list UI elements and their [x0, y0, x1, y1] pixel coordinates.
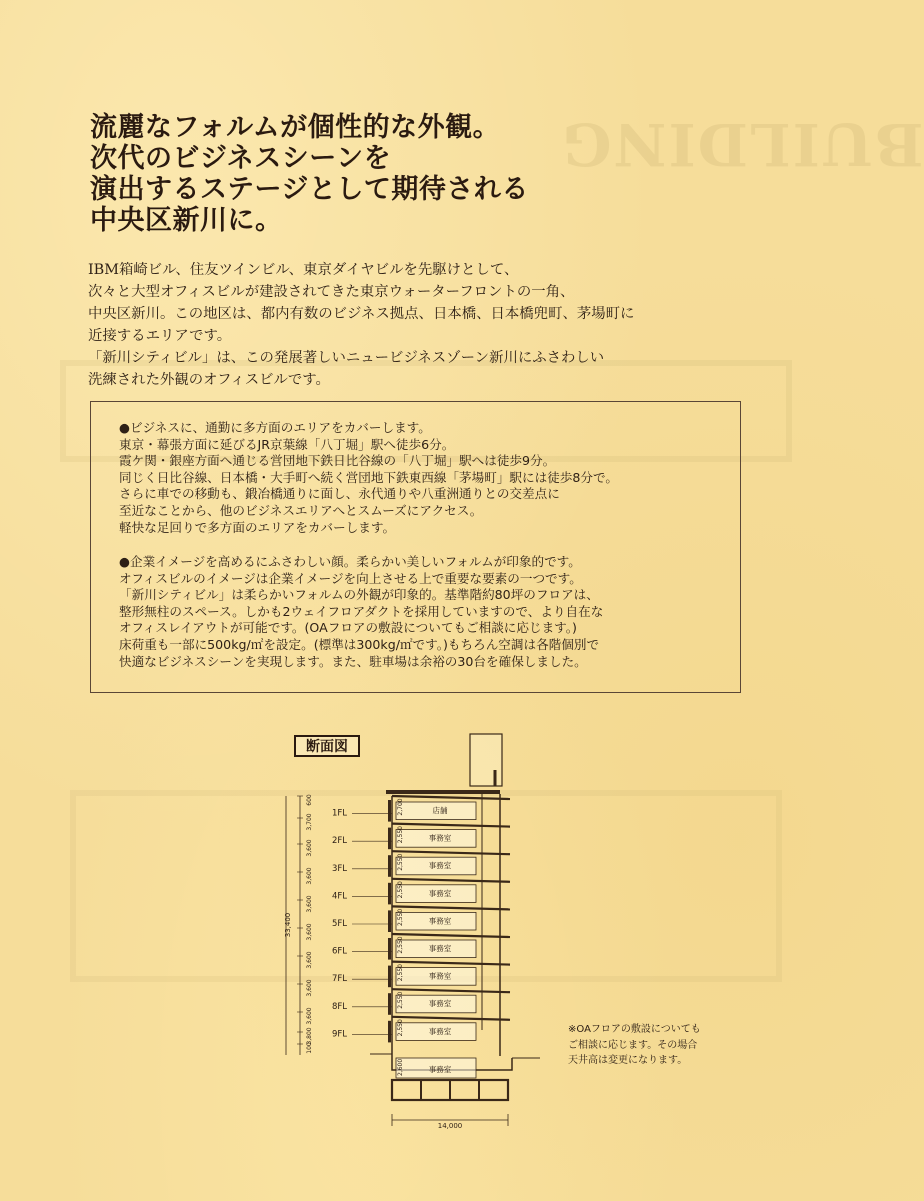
dimension-value: 3,800 — [306, 1027, 313, 1045]
room-label: 事務室 — [428, 861, 452, 871]
intro-line: IBM箱崎ビル、住友ツインビル、東京ダイヤビルを先駆けとして、 — [88, 262, 519, 278]
feature-line: 快適なビジネスシーンを実現します。また、駐車場は余裕の30台を確保しました。 — [119, 653, 587, 669]
dimension-value: 3,600 — [306, 839, 313, 857]
ceiling-height: 2,550 — [397, 853, 404, 871]
dimension-value: 3,600 — [306, 979, 313, 997]
feature-line: 床荷重も一部に500kg/㎡を設定。(標準は300kg/㎡です。)もちろん空調は各階個別で — [119, 636, 600, 652]
floor-label: 7FL — [331, 974, 347, 985]
floor-slab — [392, 796, 510, 799]
intro-line: 中央区新川。この地区は、都内有数のビジネス拠点、日本橋、日本橋兜町、茅場町に — [88, 306, 635, 322]
intro-line: 近接するエリアです。 — [88, 328, 232, 344]
ceiling-height: 2,550 — [397, 991, 404, 1009]
floor-slab — [392, 879, 510, 882]
ceiling-height: 2,600 — [397, 1058, 404, 1076]
total-height-dimension: 33,400 — [284, 912, 292, 938]
floor-label: 3FL — [331, 863, 347, 874]
room-label: 事務室 — [428, 1026, 452, 1036]
facade-fin — [388, 910, 391, 932]
ceiling-height: 2,550 — [397, 964, 404, 982]
floor-slab — [392, 989, 510, 992]
dimension-value: 100 — [306, 1042, 313, 1054]
section-diagram-label: 断面図 — [294, 735, 360, 757]
intro-line: 次々と大型オフィスビルが建設されてきた東京ウォーターフロントの一角、 — [88, 284, 575, 300]
feature-line: オフィスレイアウトが可能です。(OAフロアの敷設についてもご相談に応じます。) — [119, 620, 577, 636]
room-label: 事務室 — [428, 916, 452, 926]
intro-line: 「新川シティビル」は、この発展著しいニュービジネスゾーン新川にふさわしい — [88, 350, 605, 366]
feature-line: 至近なことから、他のビジネスエリアへとスムーズにアクセス。 — [119, 502, 483, 518]
penthouse — [470, 734, 502, 786]
note-line: ご相談に応じます。その場合 — [568, 1039, 698, 1051]
floor-label: 8FL — [331, 1001, 347, 1012]
headline-line: 中央区新川に。 — [90, 205, 283, 236]
floor-label: 5FL — [331, 919, 347, 929]
headline-line: 次代のビジネスシーンを — [90, 143, 392, 174]
section-drawing — [284, 734, 540, 1130]
facade-fin — [388, 800, 391, 822]
dimension-value: 3,600 — [306, 1007, 313, 1025]
ceiling-height: 2,550 — [397, 826, 404, 844]
facade-fin — [388, 883, 391, 905]
basement-label: 事務室 — [428, 1065, 452, 1074]
room-label: 店舗 — [432, 806, 448, 815]
floor-label: 6FL — [331, 946, 347, 957]
room-label: 事務室 — [428, 999, 452, 1009]
ceiling-height: 2,550 — [397, 908, 404, 926]
dimension-value: 3,600 — [306, 951, 313, 969]
floor-slab — [392, 1017, 510, 1020]
floor-label: 1FL — [331, 808, 347, 819]
ceiling-height: 2,550 — [397, 936, 404, 954]
floor-slab — [392, 824, 510, 827]
facade-fin — [388, 1021, 391, 1043]
ceiling-height: 2,550 — [397, 1019, 404, 1037]
facade-fin — [388, 938, 391, 960]
dimension-value: 3,700 — [306, 813, 313, 831]
feature-line: 同じく日比谷線、日本橋・大手町へ続く営団地下鉄東西線「茅場町」駅には徒歩8分で。 — [119, 469, 618, 485]
roof-slab — [386, 790, 500, 794]
facade-fin — [388, 855, 391, 877]
ceiling-height: 2,700 — [397, 798, 404, 816]
feature-line: ●ビジネスに、通勤に多方面のエリアをカバーします。 — [119, 420, 431, 435]
dimension-value: 3,600 — [306, 923, 313, 941]
watermark-building: BUILDING — [560, 110, 924, 178]
floor-slab — [392, 934, 510, 937]
note-line: ※OAフロアの敷設についても — [568, 1024, 701, 1035]
floor-slab — [392, 962, 510, 965]
room-label: 事務室 — [428, 944, 452, 953]
feature-line: ●企業イメージを高めるにふさわしい顔。柔らかい美しいフォルムが印象的です。 — [119, 554, 581, 569]
feature-line: 軽快な足回りで多方面のエリアをカバーします。 — [119, 519, 396, 535]
room-label: 事務室 — [428, 888, 452, 898]
oa-floor-note — [568, 1022, 748, 1069]
feature-line: さらに車での移動も、鍛冶橋通りに面し、永代通りや八重洲通りとの交差点に — [119, 486, 560, 502]
floor-label: 2FL — [331, 836, 347, 847]
dimension-value: 3,600 — [306, 867, 313, 885]
dimension-value: 3,600 — [306, 895, 313, 913]
dimension-value: 600 — [306, 794, 313, 806]
facade-fin — [388, 966, 391, 988]
ceiling-height: 2,550 — [397, 881, 404, 899]
feature-line: 東京・幕張方面に延びるJR京葉線「八丁堀」駅へ徒歩6分。 — [119, 436, 455, 452]
width-dimension: 14,000 — [437, 1122, 463, 1130]
facade-fin — [388, 828, 391, 850]
facade-fin — [388, 993, 391, 1015]
intro-line: 洗練された外観のオフィスビルです。 — [88, 372, 330, 388]
note-line: 天井高は変更になります。 — [568, 1055, 688, 1066]
headline-line: 流麗なフォルムが個性的な外観。 — [90, 112, 501, 143]
floor-label: 4FL — [331, 891, 347, 902]
room-label: 事務室 — [428, 833, 452, 843]
floor-slab — [392, 906, 510, 909]
feature-line: 霞ケ関・銀座方面へ通じる営団地下鉄日比谷線の「八丁堀」駅へは徒歩9分。 — [119, 453, 556, 469]
feature-line: 整形無柱のスペース。しかも2ウェイフロアダクトを採用していますので、より自在な — [119, 603, 604, 619]
feature-line: オフィスビルのイメージは企業イメージを向上させる上で重要な要素の一つです。 — [119, 570, 582, 586]
floor-slab — [392, 851, 510, 854]
room-label: 事務室 — [428, 971, 452, 981]
feature-line: 「新川シティビル」は柔らかいフォルムの外観が印象的。基準階約80坪のフロアは、 — [119, 587, 599, 603]
headline-line: 演出するステージとして期待される — [90, 174, 529, 205]
floor-label: 9FL — [331, 1029, 347, 1040]
